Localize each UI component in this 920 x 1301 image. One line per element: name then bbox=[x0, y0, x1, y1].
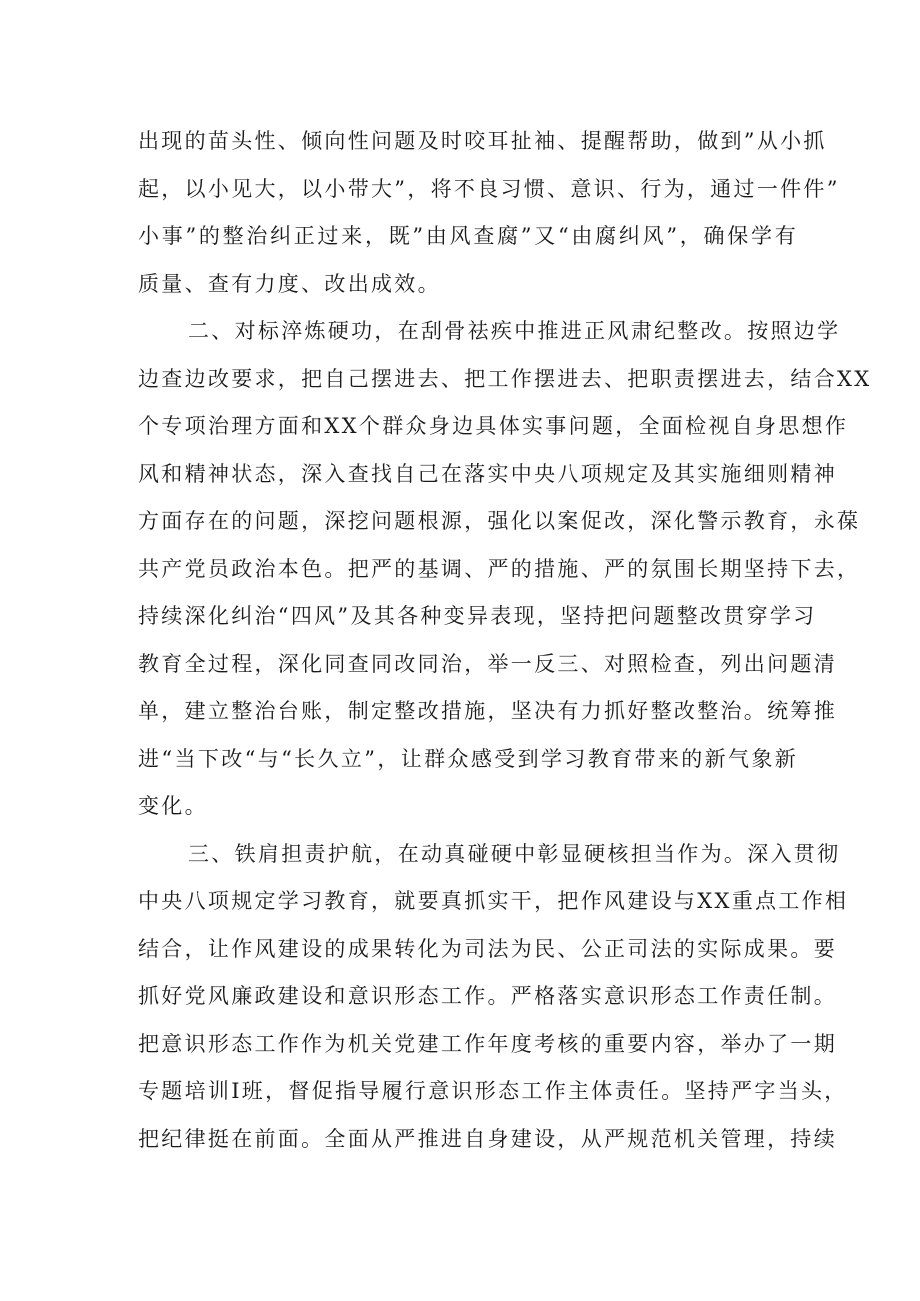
paragraph-2 bbox=[138, 308, 872, 831]
text-line: 小事”的整治纠正过来，既”由风查腐”又“由腐纠风”，确保学有 bbox=[138, 224, 798, 248]
text-line: 变化。 bbox=[138, 794, 208, 818]
text-line: 出现的苗头性、倾向性问题及时咬耳扯袖、提醒帮助，做到”从小抓 bbox=[138, 129, 827, 153]
text-line: 三、铁肩担责护航，在动真碰硬中彰显硬核担当作为。深入贯彻 bbox=[188, 841, 841, 866]
text-line: 把意识形态工作作为机关党建工作年度考核的重要内容，举办了一期 bbox=[138, 1031, 837, 1056]
text-line: 方面存在的问题，深挖问题根源，强化以案促改，深化警示教育，永葆 bbox=[138, 509, 861, 533]
text-line: 结合，让作风建设的成果转化为司法为民、公正司法的实际成果。要 bbox=[138, 936, 837, 961]
text-line: 边查边改要求，把自己摆进去、把工作摆进去、把职责摆进去，结合XX bbox=[138, 366, 872, 391]
text-line: 质量、查有力度、改出成效。 bbox=[138, 271, 441, 296]
document-body bbox=[138, 118, 872, 1163]
text-line: 起，以小见大，以小带大”，将不良习惯、意识、行为，通过一件件” bbox=[138, 176, 840, 201]
text-line: 共产党员政治本色。把严的基调、严的措施、严的氛围长期坚持下去， bbox=[138, 556, 861, 581]
text-line: 个专项治理方面和XX个群众身边具体实事问题，全面检视自身思想作 bbox=[138, 414, 849, 438]
text-line: 持续深化纠治“四风”及其各种变异表现，坚持把问题整改贯穿学习 bbox=[138, 604, 817, 628]
paragraph-3 bbox=[138, 831, 849, 1164]
text-line: 单，建立整治台账，制定整改措施，坚决有力抓好整改整治。统筹推 bbox=[138, 699, 837, 723]
text-line: 进“当下改“与“长久立”，让群众感受到学习教育带来的新气象新 bbox=[138, 746, 798, 771]
text-line: 二、对标淬炼硬功，在刮骨祛疾中推进正风肃纪整改。按照边学 bbox=[188, 319, 841, 343]
text-line: 专题培训I班，督促指导履行意识形态工作主体责任。坚持严字当头， bbox=[138, 1079, 848, 1103]
text-line: 教育全过程，深化同查同改同治，举一反三、对照检查，列出问题清 bbox=[138, 651, 837, 676]
text-line: 把纪律挺在前面。全面从严推进自身建设，从严规范机关管理，持续 bbox=[138, 1126, 837, 1151]
text-line: 风和精神状态，深入查找自己在落实中央八项规定及其实施细则精神 bbox=[138, 461, 837, 486]
text-line: 中央八项规定学习教育，就要真抓实干，把作风建设与XX重点工作相 bbox=[138, 889, 849, 913]
paragraph-1 bbox=[138, 118, 840, 308]
text-line: 抓好党风廉政建设和意识形态工作。严格落实意识形态工作责任制。 bbox=[138, 984, 837, 1008]
